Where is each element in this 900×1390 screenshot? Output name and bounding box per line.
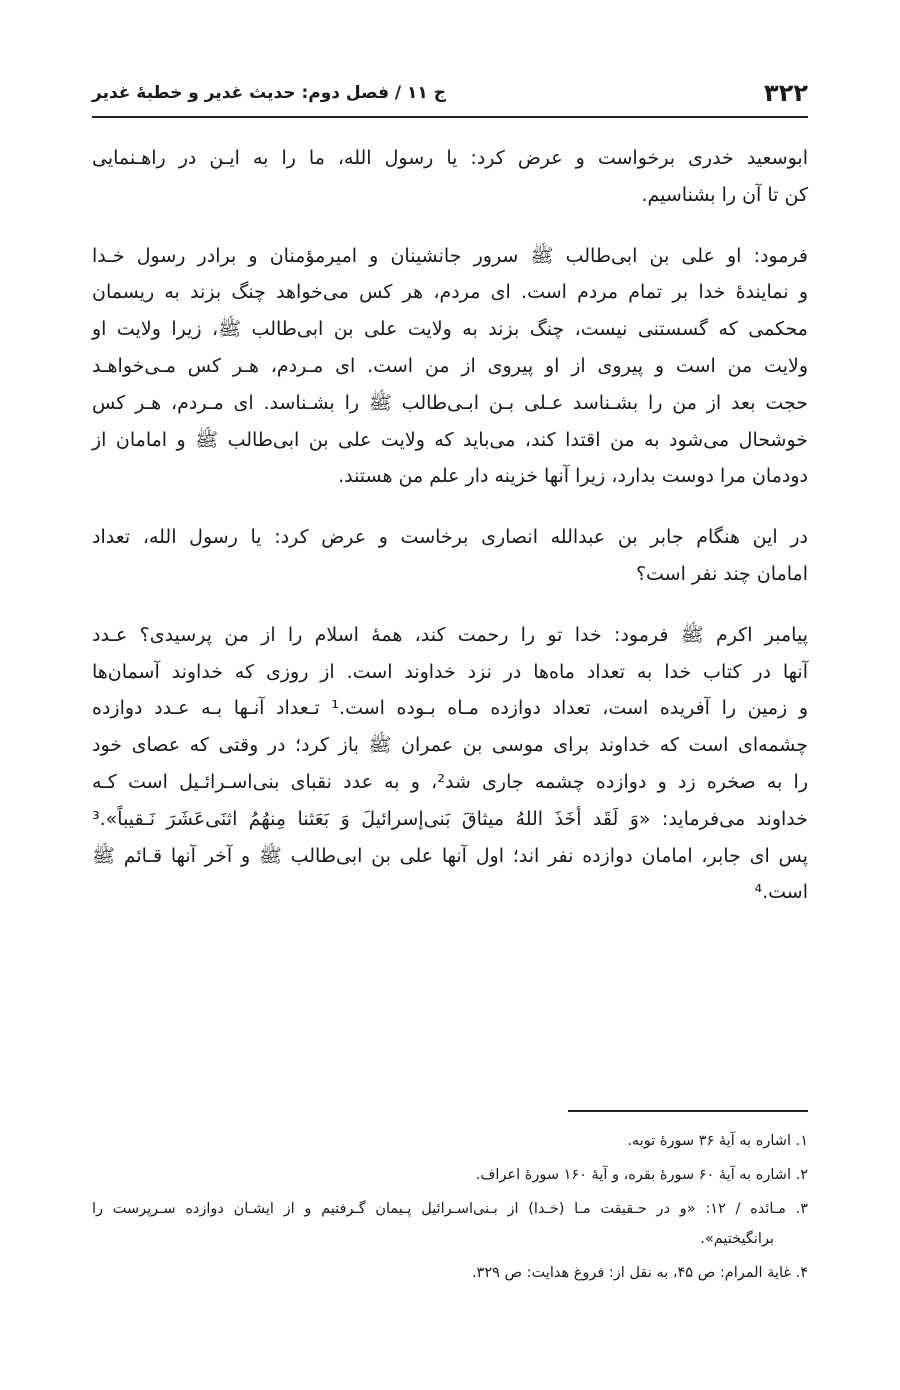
footnotes <box>92 1126 808 1292</box>
paragraph-1 <box>92 140 808 214</box>
footnote-line: ۲. اشاره به آیهٔ ۶۰ سورهٔ بقره، و آیهٔ ۱۶۰ سورهٔ اعراف. <box>475 1167 808 1183</box>
paragraph-line: آنها در کتاب خدا به تعداد ماه‌ها در نزد خداوند است. از روزی که خداوند آسمان‌ها <box>92 660 808 683</box>
paragraph-line: در این هنگام جابر بن عبدالله انصاری برخاست و عرض کرد: یا رسول الله، تعداد <box>92 526 808 549</box>
paragraph-line: است.⁴ <box>754 881 808 904</box>
paragraph-line: خوشحال می‌شود به من اقتدا کند، می‌باید که ولایت علی بن ابی‌طالب ﷺ و امامان از <box>92 428 808 451</box>
paragraph-line: و نمایندهٔ خدا بر تمام مردم است. ای مردم، هر کس می‌خواهد چنگ بزند به ریسمان <box>92 281 808 304</box>
paragraph-3 <box>92 519 808 593</box>
paragraph-line: چشمه‌ای است که خداوند برای موسی بن عمران ﷺ باز کرد؛ در وقتی که عصای خود <box>92 734 808 757</box>
footnote-3 <box>92 1194 808 1254</box>
paragraph-2 <box>92 238 808 496</box>
running-head: ج ۱۱ / فصل دوم: حدیث غدیر و خطبهٔ غدیر <box>92 83 446 103</box>
paragraph-line: محکمی که گسستنی نیست، چنگ بزند به ولایت علی بن ابی‌طالب ﷺ، زیرا ولایت او <box>92 318 808 341</box>
footnote-4 <box>92 1258 808 1288</box>
footnote-separator <box>568 1110 808 1112</box>
footnote-2 <box>92 1160 808 1190</box>
paragraph-line: فرمود: او علی بن ابی‌طالب ﷺ سرور جانشینان و امیرمؤمنان و برادر رسول خـدا <box>92 244 808 267</box>
footnote-line: ۴. غایة المرام: ص ۴۵، به نقل از: فروغ هدایت: ص ۳۲۹. <box>471 1265 808 1281</box>
paragraph-line: پیامبر اکرم ﷺ فرمود: خدا تو را رحمت کند، همهٔ اسلام را از من پرسیدی؟ عـدد <box>92 623 808 646</box>
paragraph-line: خداوند می‌فرماید: «وَ لَقَد أخَذَ اللهُ میثاقَ بَنی‌إسرائیلَ وَ بَعَثنا مِنهُمُ اثنَی‌عَشَرَ نَـقیباً».³ <box>92 807 808 830</box>
paragraph-line: ولایت من است و پیروی از او پیروی از من است. ای مـردم، هـر کس مـی‌خواهـد <box>92 354 808 377</box>
paragraph-line: حجت بعد از من را بشـناسد عـلی بـن ابـی‌طالب ﷺ را بشـناسد. ای مـردم، هـر کس <box>92 391 808 414</box>
paragraph-line: و زمین را آفریده است، تعداد دوازده مـاه بـوده است.¹ تـعداد آنـها بـه عـدد دوازده <box>92 697 808 720</box>
paragraph-line: دودمان مرا دوست بدارد، زیرا آنها خزینه دار علم من هستند. <box>338 465 808 488</box>
paragraph-line: کن تا آن را بشناسیم. <box>641 183 808 206</box>
footnote-line: ۱. اشاره به آیهٔ ۳۶ سورهٔ توبه. <box>627 1133 808 1149</box>
paragraph-line: ابوسعید خدری برخواست و عرض کرد: یا رسول الله، ما را به ایـن در راهـنمایی <box>92 147 808 169</box>
body-text <box>92 140 808 935</box>
page-header <box>92 70 808 118</box>
footnote-line: برانگیختیم». <box>700 1231 774 1247</box>
paragraph-line: پس ای جابر، امامان دوازده نفر اند؛ اول آنها علی بن ابی‌طالب ﷺ و آخر آنها قـائم ﷺ <box>92 844 808 867</box>
paragraph-line: را به صخره زد و دوازده چشمه جاری شد²، و به عدد نقبای بنی‌اسـرائـیل است کـه <box>92 770 809 793</box>
paragraph-4 <box>92 617 808 911</box>
footnote-1 <box>92 1126 808 1156</box>
footnote-line: ۳. مـائده / ۱۲: «و در حـقیقت مـا (خـدا) از بـنی‌اسـرائیل پـیمان گـرفتیم و از ایشـان دوازده سـرپرست را <box>92 1201 808 1217</box>
page-number: ۳۲۲ <box>764 79 808 107</box>
paragraph-line: امامان چند نفر است؟ <box>635 562 808 585</box>
